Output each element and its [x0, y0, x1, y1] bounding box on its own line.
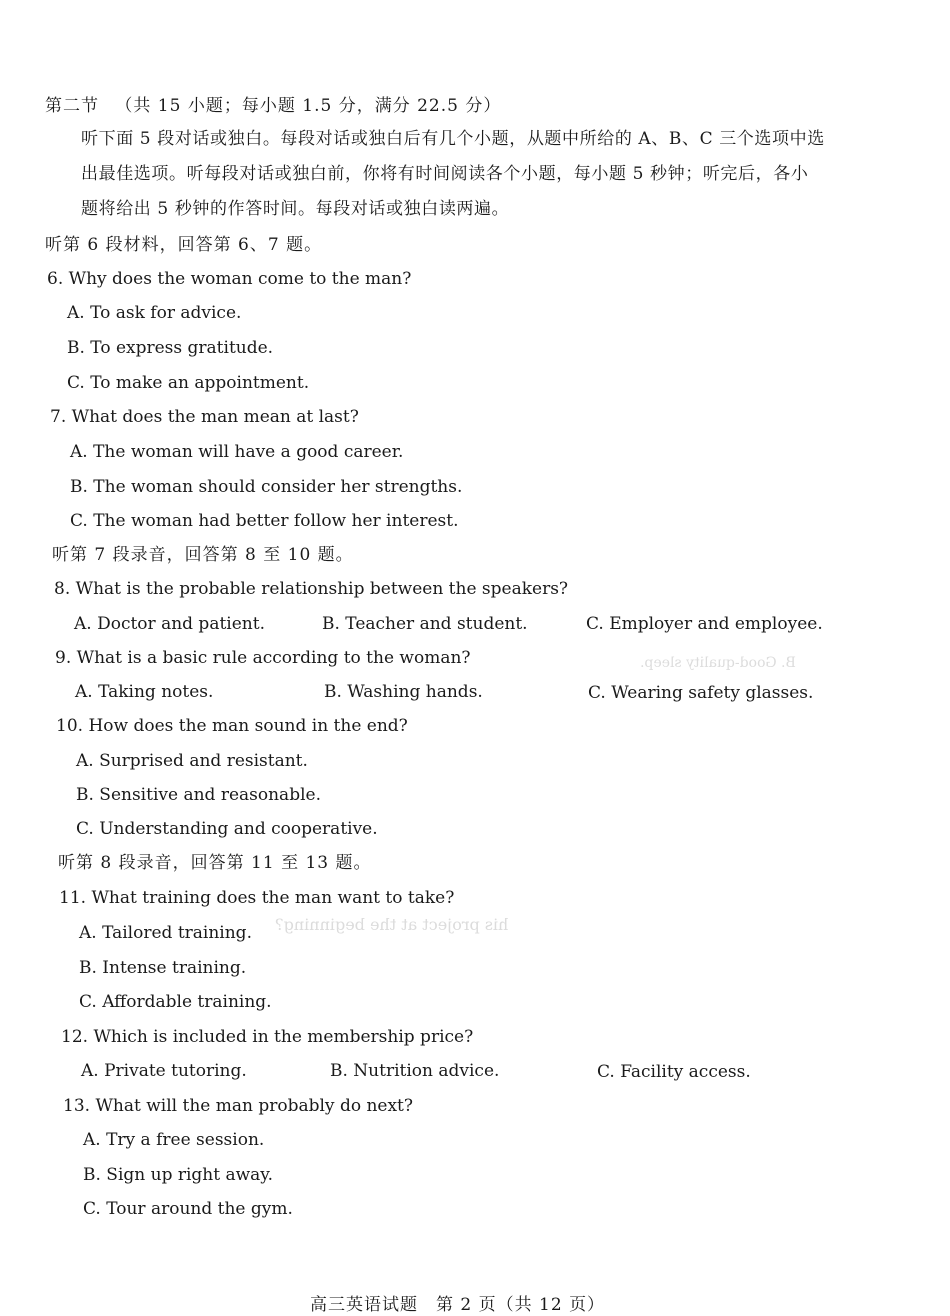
option-a: A. Private tutoring.: [81, 1061, 247, 1081]
question-stem: 12. Which is included in the membership price?: [61, 1027, 474, 1047]
page-footer: 高三英语试题 第 2 页（共 12 页）: [310, 1295, 606, 1315]
group-heading: 听第 7 段录音，回答第 8 至 10 题。: [52, 545, 354, 565]
question-stem: 6. Why does the woman come to the man?: [47, 269, 412, 289]
option-c: C. Employer and employee.: [586, 614, 823, 634]
section-title: 第二节: [45, 96, 99, 116]
question-stem: 10. How does the man sound in the end?: [56, 716, 408, 736]
option-b: B. The woman should consider her strengths.: [70, 477, 463, 497]
option-a: A. Doctor and patient.: [74, 614, 265, 634]
option-a: A. Try a free session.: [83, 1130, 265, 1150]
option-c: C. Affordable training.: [79, 992, 272, 1012]
option-c: C. Wearing safety glasses.: [588, 683, 814, 703]
section-header: [45, 95, 501, 117]
question-stem: 11. What training does the man want to take?: [59, 888, 455, 908]
option-c: C. The woman had better follow her interest.: [70, 511, 459, 531]
instructions-text: 听下面 5 段对话或独白。每段对话或独白后有几个小题，从题中所给的 A、B、C 三个选项中选出最佳选项。听每段对话或独白前，你将有时间阅读各个小题，每小题 5 秒钟；听完后，各小题将给出 5 秒钟的作答时间。每段对话或独白读两遍。: [81, 129, 825, 219]
bleed-through-text-1: B. Good-quality sleep.: [640, 655, 796, 671]
option-b: B. To express gratitude.: [67, 338, 274, 358]
option-b: B. Intense training.: [79, 958, 247, 978]
option-c: C. Facility access.: [597, 1062, 751, 1082]
option-b: B. Teacher and student.: [322, 614, 528, 634]
option-b: B. Sign up right away.: [83, 1165, 274, 1185]
section-meta: （共 15 小题；每小题 1.5 分，满分 22.5 分）: [115, 96, 502, 116]
option-b: B. Nutrition advice.: [330, 1061, 500, 1081]
question-stem: 9. What is a basic rule according to the woman?: [55, 648, 471, 668]
option-b: B. Washing hands.: [324, 682, 483, 702]
option-a: A. The woman will have a good career.: [70, 442, 404, 462]
question-stem: 13. What will the man probably do next?: [63, 1096, 414, 1116]
question-stem: 8. What is the probable relationship between the speakers?: [54, 579, 569, 599]
option-a: A. Tailored training.: [79, 923, 252, 943]
option-c: C. Understanding and cooperative.: [76, 819, 378, 839]
option-a: A. Taking notes.: [75, 682, 214, 702]
bleed-through-text-2: his project at the beginning?: [275, 915, 509, 934]
option-b: B. Sensitive and reasonable.: [76, 785, 321, 805]
section-instructions: [45, 122, 825, 227]
group-heading: 听第 8 段录音，回答第 11 至 13 题。: [58, 853, 372, 873]
option-a: A. To ask for advice.: [67, 303, 242, 323]
group-heading: 听第 6 段材料，回答第 6、7 题。: [45, 235, 323, 255]
option-a: A. Surprised and resistant.: [76, 751, 308, 771]
option-c: C. Tour around the gym.: [83, 1199, 293, 1219]
question-stem: 7. What does the man mean at last?: [50, 407, 359, 427]
option-c: C. To make an appointment.: [67, 373, 310, 393]
